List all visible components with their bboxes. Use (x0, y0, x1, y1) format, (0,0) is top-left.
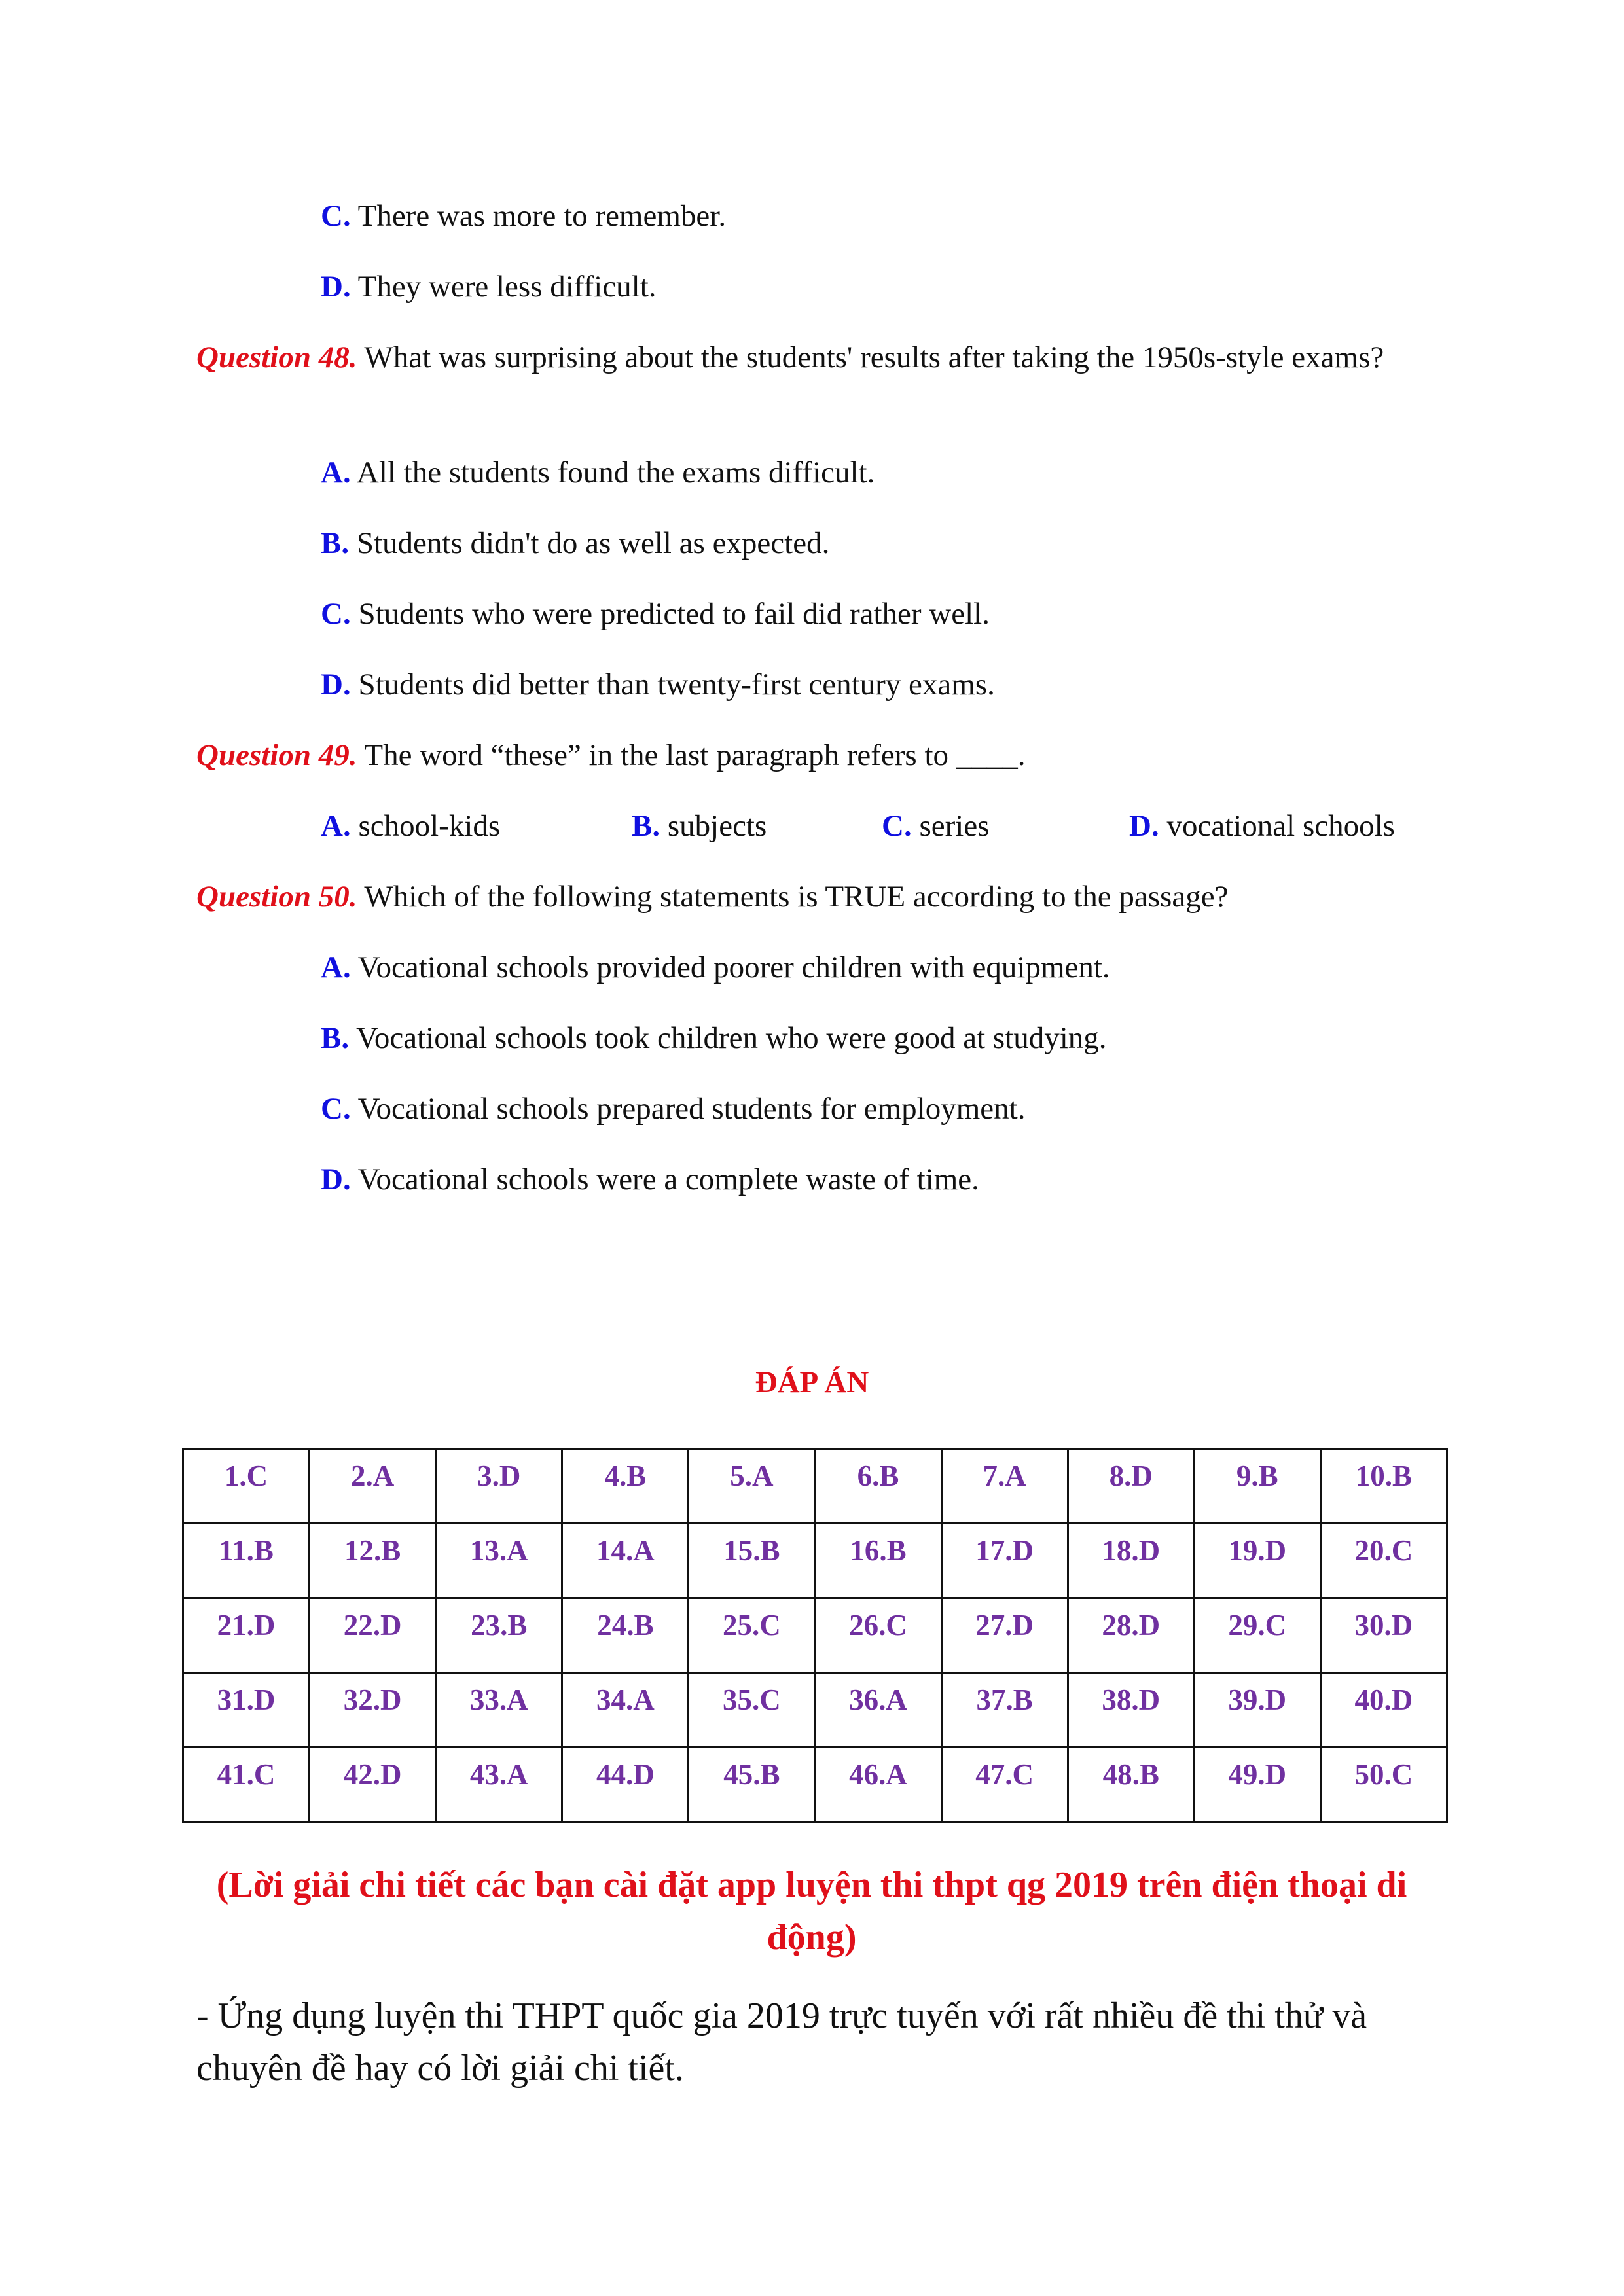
question-label: Question 49. (196, 738, 357, 772)
answer-cell: 43.A (436, 1748, 562, 1822)
option-text: All the students found the exams difficult. (356, 456, 875, 490)
answer-key-title: ĐÁP ÁN (755, 1365, 869, 1399)
q48-stem (196, 335, 1440, 380)
q48-option-b (321, 524, 829, 563)
answer-cell: 26.C (815, 1598, 941, 1673)
answer-cell: 2.A (310, 1449, 436, 1524)
answer-cell: 27.D (941, 1598, 1068, 1673)
answer-cell: 6.B (815, 1449, 941, 1524)
answer-cell: 12.B (310, 1524, 436, 1598)
option-letter: B. (321, 1021, 350, 1055)
option-text: Vocational schools prepared students for employment. (357, 1092, 1026, 1126)
answer-cell: 47.C (941, 1748, 1068, 1822)
answer-cell: 29.C (1194, 1598, 1320, 1673)
answer-cell: 9.B (1194, 1449, 1320, 1524)
answer-cell: 48.B (1068, 1748, 1194, 1822)
question-text: Which of the following statements is TRUE according to the passage? (364, 880, 1229, 914)
table-row (183, 1748, 1447, 1822)
answer-cell: 49.D (1194, 1748, 1320, 1822)
answer-cell: 45.B (689, 1748, 815, 1822)
q48-option-c (321, 594, 990, 634)
option-letter: C. (321, 597, 351, 631)
solution-note: (Lời giải chi tiết các bạn cài đặt app luyện thi thpt qg 2019 trên điện thoại di động) (216, 1865, 1407, 1958)
option-letter: B. (632, 809, 660, 843)
answer-cell: 50.C (1320, 1748, 1447, 1822)
option-letter: D. (1129, 809, 1159, 843)
answer-cell: 3.D (436, 1449, 562, 1524)
answer-cell: 37.B (941, 1673, 1068, 1748)
option-text: They were less difficult. (357, 270, 657, 304)
answer-cell: 16.B (815, 1524, 941, 1598)
option-letter: D. (321, 668, 351, 702)
answer-cell: 36.A (815, 1673, 941, 1748)
answer-cell: 40.D (1320, 1673, 1447, 1748)
app-description: - Ứng dụng luyện thi THPT quốc gia 2019 trực tuyến với rất nhiều đề thi thử và chuyên đề hay có lời giải chi tiết. (196, 1996, 1367, 2089)
question-label: Question 48. (196, 340, 357, 374)
q50-stem (196, 877, 1228, 916)
answer-cell: 19.D (1194, 1524, 1320, 1598)
option-letter: D. (321, 270, 351, 304)
option-text: Vocational schools took children who were good at studying. (356, 1021, 1107, 1055)
q48-option-a (321, 453, 875, 492)
answer-cell: 21.D (183, 1598, 310, 1673)
option-letter: D. (321, 1162, 351, 1196)
answer-cell: 23.B (436, 1598, 562, 1673)
answer-cell: 4.B (562, 1449, 689, 1524)
answer-cell: 17.D (941, 1524, 1068, 1598)
answer-cell: 44.D (562, 1748, 689, 1822)
option-letter: C. (882, 809, 912, 843)
q49-option-b (632, 806, 767, 846)
answer-cell: 33.A (436, 1673, 562, 1748)
option-letter: A. (321, 456, 351, 490)
answer-cell: 15.B (689, 1524, 815, 1598)
answer-cell: 7.A (941, 1449, 1068, 1524)
answer-cell: 28.D (1068, 1598, 1194, 1673)
option-text: Students who were predicted to fail did rather well. (358, 597, 990, 631)
option-letter: C. (321, 1092, 351, 1126)
option-text: Vocational schools were a complete waste of time. (357, 1162, 979, 1196)
q49-option-a (321, 806, 500, 846)
answer-cell: 34.A (562, 1673, 689, 1748)
table-row (183, 1673, 1447, 1748)
option-letter: C. (321, 199, 351, 233)
table-row (183, 1449, 1447, 1524)
option-text: school-kids (358, 809, 501, 843)
answer-cell: 5.A (689, 1449, 815, 1524)
question-text: What was surprising about the students' results after taking the 1950s-style exams? (364, 340, 1384, 374)
answer-cell: 18.D (1068, 1524, 1194, 1598)
question-text: The word “these” in the last paragraph refers to ____. (364, 738, 1026, 772)
q47-option-c (321, 196, 726, 236)
option-letter: B. (321, 526, 350, 560)
option-text: Students did better than twenty-first century exams. (358, 668, 995, 702)
answer-cell: 42.D (310, 1748, 436, 1822)
q47-option-d (321, 267, 657, 306)
answer-cell: 30.D (1320, 1598, 1447, 1673)
option-text: subjects (667, 809, 767, 843)
answer-cell: 35.C (689, 1673, 815, 1748)
answer-cell: 38.D (1068, 1673, 1194, 1748)
answer-cell: 13.A (436, 1524, 562, 1598)
answer-cell: 8.D (1068, 1449, 1194, 1524)
option-text: Students didn't do as well as expected. (356, 526, 830, 560)
answer-cell: 11.B (183, 1524, 310, 1598)
q50-option-c (321, 1089, 1025, 1128)
answer-cell: 39.D (1194, 1673, 1320, 1748)
option-text: series (919, 809, 990, 843)
q50-option-a (321, 948, 1110, 987)
answer-cell: 1.C (183, 1449, 310, 1524)
option-text: There was more to remember. (357, 199, 727, 233)
table-row (183, 1524, 1447, 1598)
question-label: Question 50. (196, 880, 357, 914)
q49-option-d (1129, 806, 1395, 846)
option-text: Vocational schools provided poorer children with equipment. (357, 950, 1110, 984)
q49-option-c (882, 806, 989, 846)
q48-option-d (321, 665, 995, 704)
answer-cell: 22.D (310, 1598, 436, 1673)
answer-cell: 20.C (1320, 1524, 1447, 1598)
q49-stem (196, 736, 1026, 775)
answer-cell: 24.B (562, 1598, 689, 1673)
answer-cell: 14.A (562, 1524, 689, 1598)
answer-key-table (182, 1448, 1448, 1823)
answer-cell: 41.C (183, 1748, 310, 1822)
q50-option-d (321, 1160, 979, 1199)
table-row (183, 1598, 1447, 1673)
option-text: vocational schools (1166, 809, 1395, 843)
answer-cell: 31.D (183, 1673, 310, 1748)
answer-cell: 10.B (1320, 1449, 1447, 1524)
answer-cell: 32.D (310, 1673, 436, 1748)
option-letter: A. (321, 950, 351, 984)
answer-cell: 46.A (815, 1748, 941, 1822)
answer-cell: 25.C (689, 1598, 815, 1673)
q50-option-b (321, 1018, 1107, 1058)
option-letter: A. (321, 809, 351, 843)
